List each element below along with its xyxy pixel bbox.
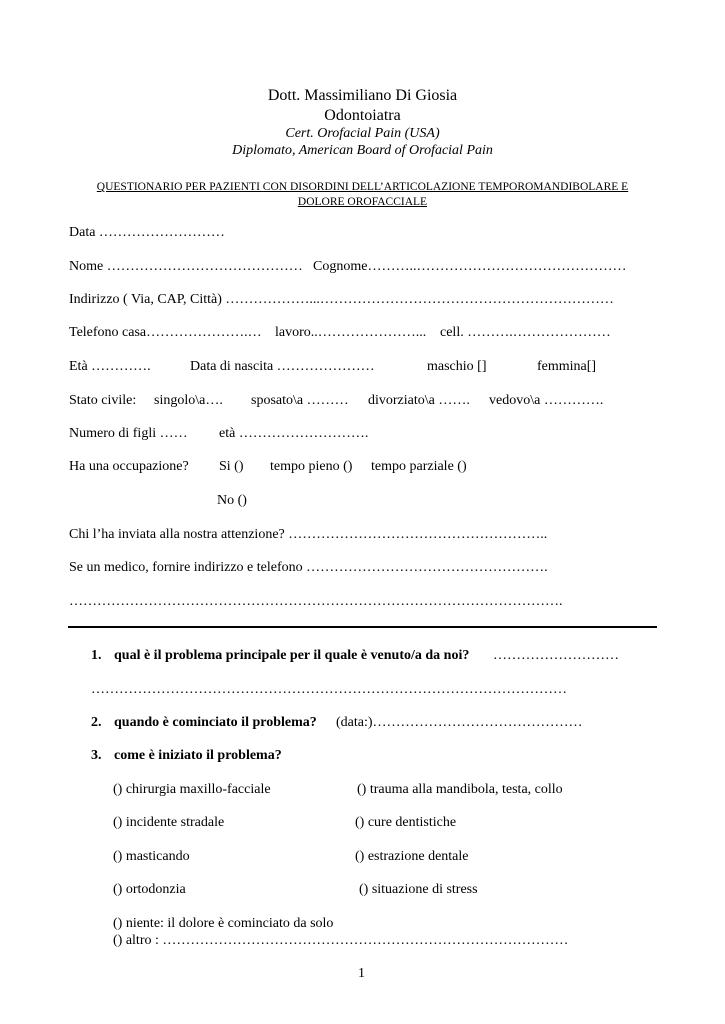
field-data-nascita[interactable]: Data di nascita ………………… bbox=[190, 359, 375, 374]
option-altro[interactable]: () altro : …………………………………………………………………………… bbox=[113, 933, 569, 948]
field-medico[interactable]: Se un medico, fornire indirizzo e telefono ……………………………………………. bbox=[69, 560, 548, 575]
option-chirurgia[interactable]: () chirurgia maxillo-facciale bbox=[113, 782, 271, 797]
option-divorziato[interactable]: divorziato\a ……. bbox=[368, 393, 470, 408]
doctor-name: Dott. Massimiliano Di Giosia bbox=[267, 87, 458, 104]
checkbox-femmina[interactable]: femmina[] bbox=[537, 359, 597, 374]
field-eta-figli[interactable]: età ………………………. bbox=[219, 426, 369, 441]
field-data[interactable]: Data ……………………… bbox=[69, 225, 225, 240]
form-title-line1: QUESTIONARIO PER PAZIENTI CON DISORDINI DELL’ARTICOLAZIONE TEMPOROMANDIBOLARE E bbox=[96, 181, 629, 193]
option-masticando[interactable]: () masticando bbox=[113, 849, 190, 864]
option-singolo[interactable]: singolo\a…. bbox=[154, 393, 223, 408]
q1-answer-line2[interactable]: ………………………………………………………………………………………… bbox=[91, 682, 567, 697]
section-divider bbox=[68, 626, 657, 628]
option-sposato[interactable]: sposato\a ……… bbox=[251, 393, 349, 408]
form-title-line2: DOLORE OROFACCIALE bbox=[297, 196, 428, 208]
q3-number: 3. bbox=[91, 748, 102, 763]
page-number: 1 bbox=[358, 966, 365, 981]
option-tempo-parziale[interactable]: tempo parziale () bbox=[371, 459, 467, 474]
label-stato-civile: Stato civile: bbox=[69, 393, 137, 408]
option-incidente[interactable]: () incidente stradale bbox=[113, 815, 225, 830]
field-continuation[interactable]: ……………………………………………………………………………………………. bbox=[69, 594, 563, 609]
field-eta[interactable]: Età …………. bbox=[69, 359, 151, 374]
field-cell[interactable]: cell. ……….………………… bbox=[440, 325, 611, 340]
q3-text: come è iniziato il problema? bbox=[114, 748, 282, 763]
field-telefono[interactable]: Telefono casa………………….… bbox=[69, 325, 262, 340]
option-vedovo[interactable]: vedovo\a …………. bbox=[489, 393, 604, 408]
option-cure-dentistiche[interactable]: () cure dentistiche bbox=[355, 815, 457, 830]
q2-answer[interactable]: (data:)……………………………………… bbox=[336, 715, 583, 730]
option-trauma[interactable]: () trauma alla mandibola, testa, collo bbox=[357, 782, 563, 797]
option-no[interactable]: No () bbox=[217, 493, 247, 508]
option-tempo-pieno[interactable]: tempo pieno () bbox=[270, 459, 353, 474]
option-estrazione[interactable]: () estrazione dentale bbox=[355, 849, 469, 864]
option-ortodonzia[interactable]: () ortodonzia bbox=[113, 882, 186, 897]
q1-text: qual è il problema principale per il quale è venuto/a da noi? bbox=[114, 648, 470, 663]
checkbox-maschio[interactable]: maschio [] bbox=[427, 359, 487, 374]
label-occupazione: Ha una occupazione? bbox=[69, 459, 189, 474]
q1-answer[interactable]: ……………………… bbox=[493, 648, 619, 663]
field-nome[interactable]: Nome …………………………………… bbox=[69, 259, 303, 274]
q2-text: quando è cominciato il problema? bbox=[114, 715, 317, 730]
certification: Cert. Orofacial Pain (USA) bbox=[285, 126, 440, 141]
field-numero-figli[interactable]: Numero di figli …… bbox=[69, 426, 188, 441]
field-indirizzo[interactable]: Indirizzo ( Via, CAP, Città) ………………...……………………………………………………… bbox=[69, 292, 614, 307]
option-niente[interactable]: () niente: il dolore è cominciato da solo bbox=[113, 916, 334, 931]
q1-number: 1. bbox=[91, 648, 102, 663]
field-cognome[interactable]: Cognome………..……………………………………… bbox=[313, 259, 627, 274]
option-si[interactable]: Si () bbox=[219, 459, 244, 474]
q2-number: 2. bbox=[91, 715, 102, 730]
field-lavoro[interactable]: lavoro..…………………... bbox=[275, 325, 427, 340]
option-stress[interactable]: () situazione di stress bbox=[359, 882, 478, 897]
diploma: Diplomato, American Board of Orofacial Pain bbox=[232, 143, 493, 158]
field-inviata[interactable]: Chi l’ha inviata alla nostra attenzione? ……………………………………………….. bbox=[69, 527, 548, 542]
profession: Odontoiatra bbox=[324, 107, 401, 124]
